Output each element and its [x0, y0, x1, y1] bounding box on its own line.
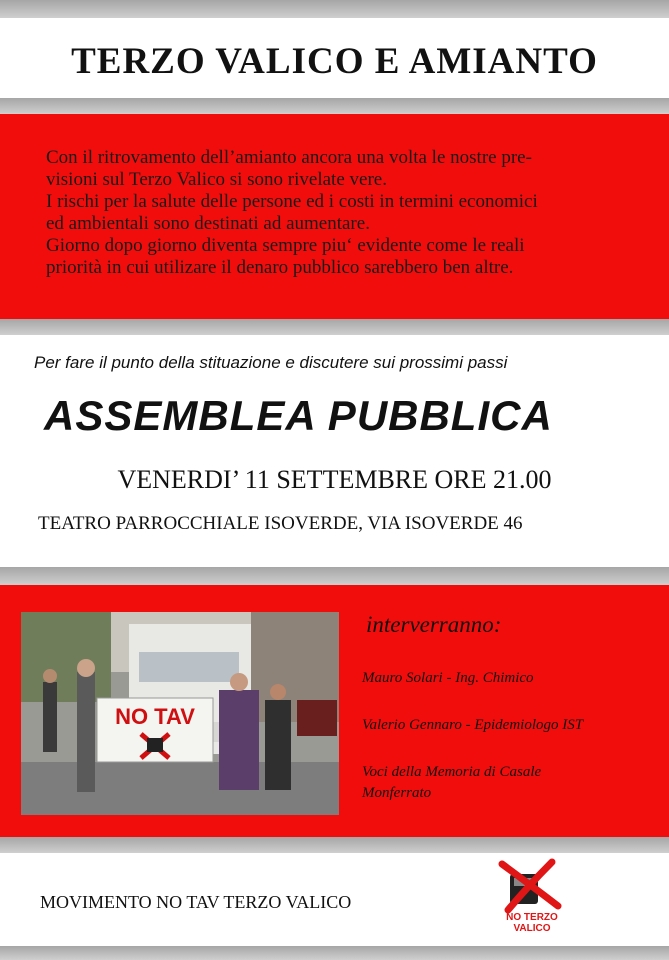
intro-line: Con il ritrovamento dell’amianto ancora una volta le nostre pre-	[46, 147, 532, 168]
speaker-item: Valerio Gennaro - Epidemiologo IST	[362, 717, 584, 733]
organization-name: MOVIMENTO NO TAV TERZO VALICO	[40, 892, 352, 912]
intro-line: priorità in cui utilizare il denaro pubblico sarebbero ben altre.	[46, 257, 514, 278]
speakers-heading: interverranno:	[366, 612, 502, 637]
bottom-gray-band	[0, 946, 669, 960]
event-date: VENERDI’ 11 SETTEMBRE ORE 21.00	[117, 465, 552, 494]
gray-band	[0, 567, 669, 585]
protest-photo-illustration	[21, 612, 339, 815]
logo-text-line: VALICO	[513, 923, 551, 934]
banner-text: NO TAV	[115, 704, 195, 729]
gray-band	[0, 98, 669, 114]
speaker-item: Mauro Solari - Ing. Chimico	[362, 670, 534, 686]
intro-line: Giorno dopo giorno diventa sempre piu‘ evidente come le reali	[46, 235, 525, 256]
top-gray-band	[0, 0, 669, 18]
logo-text-line: NO TERZO	[506, 912, 558, 923]
intro-line: visioni sul Terzo Valico si sono rivelate vere.	[46, 169, 387, 190]
event-venue: TEATRO PARROCCHIALE ISOVERDE, VIA ISOVERDE 46	[38, 513, 523, 534]
no-terzo-valico-logo	[494, 856, 570, 936]
gray-band	[0, 837, 669, 853]
speaker-item: Voci della Memoria di Casale Monferrato	[362, 764, 542, 801]
intro-line: ed ambientali sono destinati ad aumentare.	[46, 213, 370, 234]
intro-paragraph	[46, 147, 636, 279]
event-name: ASSEMBLEA PUBBLICA	[44, 392, 553, 439]
protest-photo	[21, 612, 339, 815]
no-terzo-valico-logo-icon	[494, 856, 570, 936]
event-lead-text: Per fare il punto della stituazione e discutere sui prossimi passi	[34, 353, 508, 372]
intro-line: I rischi per la salute delle persone ed i costi in termini economici	[46, 191, 538, 212]
gray-band	[0, 319, 669, 335]
poster-title: TERZO VALICO E AMIANTO	[71, 41, 598, 82]
